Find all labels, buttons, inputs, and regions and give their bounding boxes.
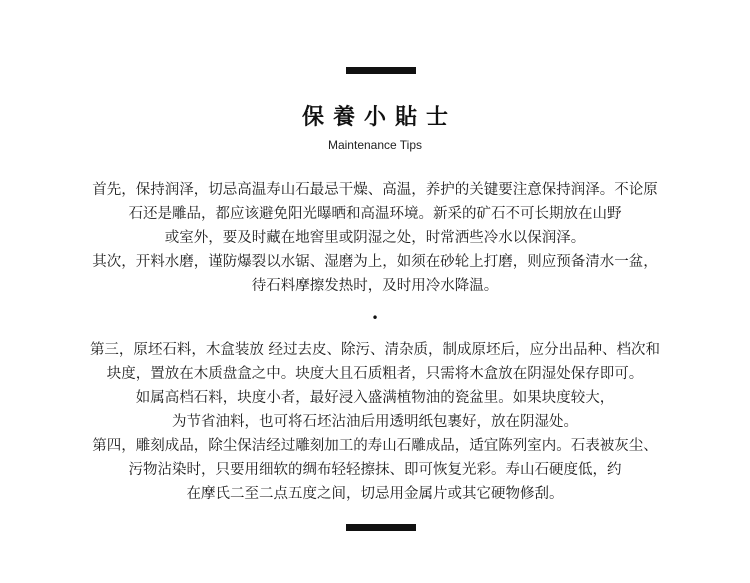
page-title: 保養小貼士 bbox=[301, 104, 457, 130]
text-line: 为节省油料，也可将石坯沾油后用透明纸包裹好，放在阴湿处。 bbox=[172, 414, 578, 430]
text-line: 块度，置放在木质盘盒之中。块度大且石质粗者，只需将木盒放在阴湿处保存即可。 bbox=[106, 366, 644, 382]
text-line: 或室外，要及时藏在地窖里或阴湿之处，时常洒些冷水以保润泽。 bbox=[164, 230, 586, 246]
text-line: 污物沾染时，只要用细软的绸布轻轻擦抹、即可恢复光彩。寿山石硬度低，约 bbox=[128, 462, 622, 478]
text-line: 首先，保持润泽，切忌高温寿山石最忌干燥、高温，养护的关键要注意保持润泽。不论原 bbox=[92, 182, 658, 198]
paragraph-storage-and-cleaning bbox=[0, 338, 750, 506]
text-line: 第三，原坯石料，木盒装放 经过去皮、除污、清杂质，制成原坯后，应分出品种、档次和 bbox=[89, 342, 661, 358]
section-divider-dot: • bbox=[371, 311, 379, 325]
text-line: 石还是雕品，都应该避免阳光曝晒和高温环境。新采的矿石不可长期放在山野 bbox=[128, 206, 622, 222]
top-decorative-bar bbox=[346, 67, 416, 74]
text-line: 在摩氏二至二点五度之间，切忌用金属片或其它硬物修刮。 bbox=[186, 486, 564, 502]
text-line: 如属高档石料，块度小者，最好浸入盛满植物油的瓷盆里。如果块度较大， bbox=[135, 390, 615, 406]
bottom-decorative-bar bbox=[346, 524, 416, 531]
text-line: 其次，开料水磨，谨防爆裂以水锯、湿磨为上，如须在砂轮上打磨，则应预备清水一盆， bbox=[92, 254, 658, 270]
text-line: 第四，雕刻成品，除尘保洁经过雕刻加工的寿山石雕成品，适宜陈列室内。石表被灰尘、 bbox=[92, 438, 658, 454]
text-line: 待石料摩擦发热时，及时用冷水降温。 bbox=[251, 278, 499, 294]
page-subtitle: Maintenance Tips bbox=[327, 138, 423, 152]
paragraph-moisture-and-cutting bbox=[0, 178, 750, 298]
